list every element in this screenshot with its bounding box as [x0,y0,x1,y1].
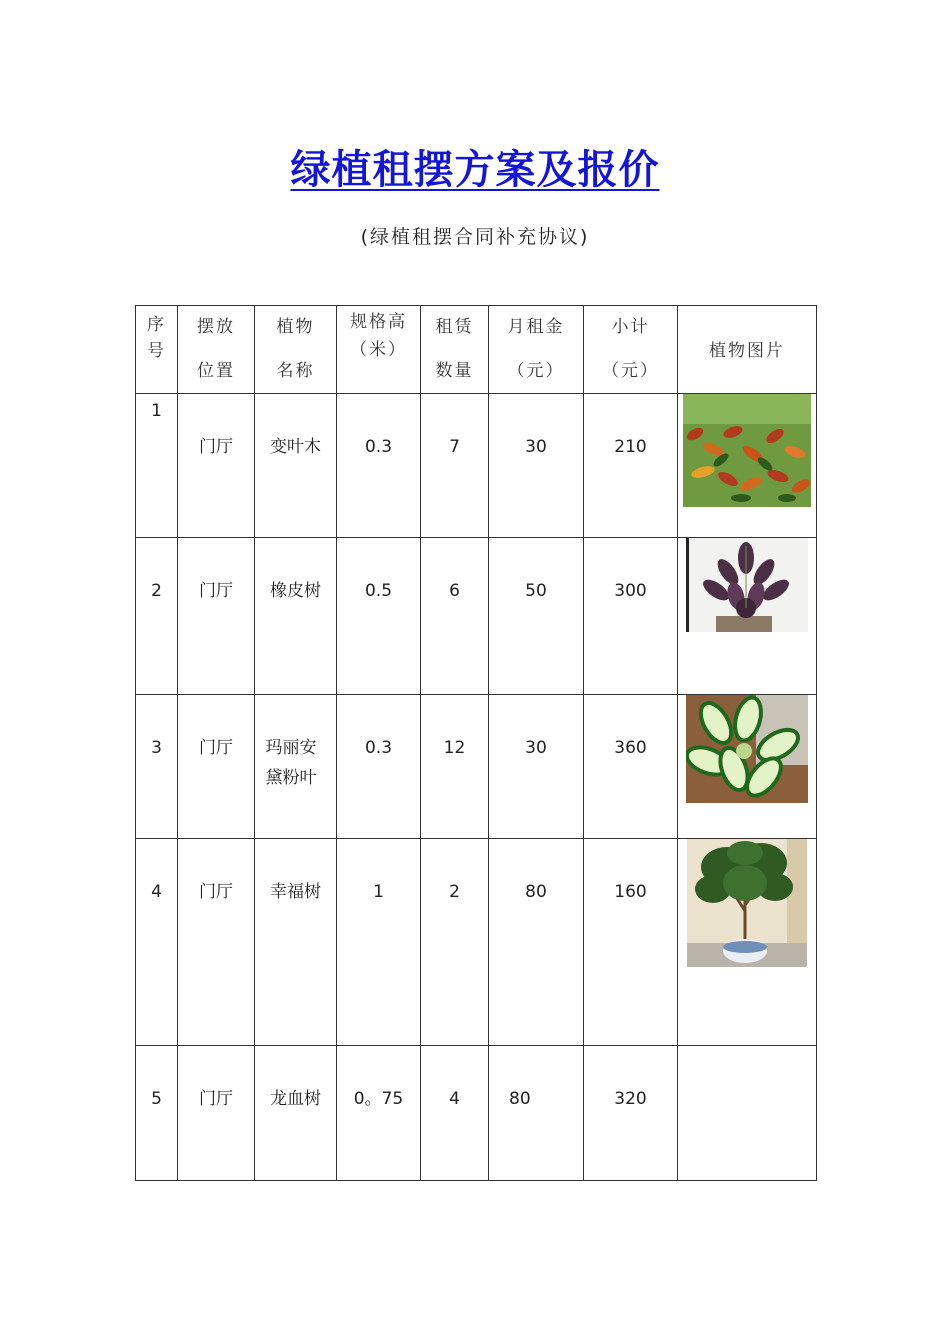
cell-rent: 50 [489,538,584,695]
cell-subtotal: 300 [584,538,678,695]
cell-location: 门厅 [178,394,255,538]
header-plant [255,306,337,394]
header-subtotal [584,306,678,394]
rubber-tree-photo [678,538,817,695]
header-rent-line2: （元） [507,361,565,381]
cell-qty: 12 [421,695,489,839]
cell-plant: 变叶木 [255,394,337,538]
header-plant-line2: 名称 [276,361,315,381]
header-subtotal-line2: （元） [602,361,659,381]
cell-location: 门厅 [178,695,255,839]
cell-height: 1 [337,839,421,1046]
cell-seq: 5 [136,1046,178,1181]
header-seq-line1: 序 [147,315,166,335]
croton-image-icon [683,394,811,507]
cell-location: 门厅 [178,538,255,695]
header-height [337,306,421,394]
header-qty [421,306,489,394]
table-row [136,839,817,1046]
cell-height: 0.5 [337,538,421,695]
cell-height: 0。75 [337,1046,421,1181]
document-title: 绿植租摆方案及报价 [290,147,660,193]
croton-plant-photo [678,394,817,538]
cell-seq: 3 [136,695,178,839]
table-row [136,1046,817,1181]
cell-subtotal: 320 [584,1046,678,1181]
dieffenbachia-image-icon [686,695,808,803]
header-rent [489,306,584,394]
cell-seq: 4 [136,839,178,1046]
table-row [136,394,817,538]
happy-tree-image-icon [687,839,807,967]
header-height-line1: 规格高 [350,312,407,332]
dieffenbachia-photo [678,695,817,839]
cell-qty: 7 [421,394,489,538]
cell-location: 门厅 [178,839,255,1046]
header-location-line1: 摆放 [197,317,235,337]
cell-plant: 橡皮树 [255,538,337,695]
cell-subtotal: 360 [584,695,678,839]
cell-height: 0.3 [337,695,421,839]
header-plant-line1: 植物 [276,317,315,337]
rubber-tree-image-icon [686,538,808,632]
header-seq [136,306,178,394]
cell-subtotal: 160 [584,839,678,1046]
header-subtotal-line1: 小计 [611,317,650,337]
cell-location: 门厅 [178,1046,255,1181]
quote-table [135,305,817,1181]
header-location-line2: 位置 [197,361,235,381]
header-location [178,306,255,394]
cell-qty: 6 [421,538,489,695]
cell-plant: 幸福树 [255,839,337,1046]
cell-height: 0.3 [337,394,421,538]
cell-seq: 1 [136,394,178,538]
cell-plant [255,695,337,839]
header-qty-line1: 租赁 [435,317,474,337]
header-height-line2: （米） [350,340,407,360]
happy-tree-photo [678,839,817,1046]
cell-subtotal: 210 [584,394,678,538]
table-header-row [136,306,817,394]
cell-plant: 龙血树 [255,1046,337,1181]
table-row [136,538,817,695]
cell-rent: 30 [489,394,584,538]
cell-rent: 80 [489,839,584,1046]
document-subtitle: (绿植租摆合同补充协议) [360,226,590,248]
cell-plant-text: 玛丽安黛粉叶 [265,738,317,788]
header-photo: 植物图片 [678,306,817,394]
header-qty-line2: 数量 [435,361,474,381]
header-seq-line2: 号 [147,341,166,361]
cell-qty: 2 [421,839,489,1046]
empty-photo-cell [678,1046,817,1181]
cell-rent: 80 [489,1046,584,1181]
table-row [136,695,817,839]
cell-rent: 30 [489,695,584,839]
header-rent-line1: 月租金 [507,317,565,337]
cell-seq: 2 [136,538,178,695]
cell-qty: 4 [421,1046,489,1181]
